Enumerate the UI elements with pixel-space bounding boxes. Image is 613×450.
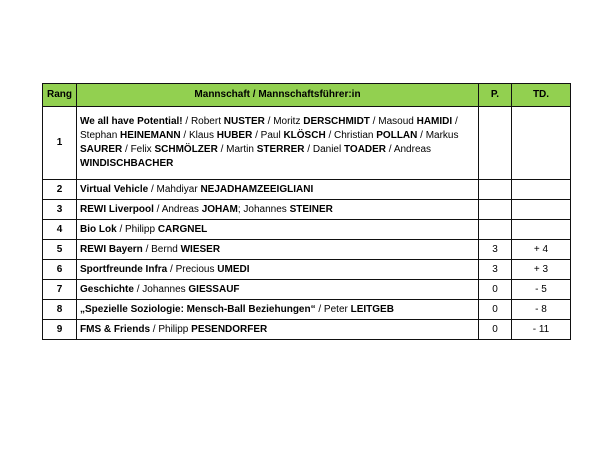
- points-cell: 0: [479, 280, 512, 300]
- team-name-bold: REWI Liverpool: [80, 203, 154, 215]
- points-cell: [479, 220, 512, 240]
- team-name-text: / Moritz: [264, 116, 304, 127]
- team-name-text: / Andreas: [386, 144, 432, 155]
- team-name-text: / Bernd: [142, 243, 181, 255]
- diff-cell: - 11: [512, 320, 571, 340]
- team-cell: [77, 107, 479, 180]
- team-name-bold: HUBER: [216, 130, 253, 141]
- team-cell: [77, 300, 479, 320]
- team-cell: [77, 260, 479, 280]
- diff-cell: - 8: [512, 300, 571, 320]
- rank-cell: 5: [43, 240, 77, 260]
- diff-cell: + 4: [512, 240, 571, 260]
- rank-cell: 2: [43, 180, 77, 200]
- team-name-text: / Paul: [252, 130, 284, 141]
- table-row: [43, 107, 571, 180]
- team-cell: [77, 200, 479, 220]
- team-name-text: / Mahdiyar: [148, 183, 201, 195]
- rank-cell: 1: [43, 107, 77, 180]
- team-name-text: / Philipp: [150, 323, 192, 335]
- rank-cell: 3: [43, 200, 77, 220]
- team-name-text: / Masoud: [369, 116, 417, 127]
- team-name-text: / Peter: [315, 303, 351, 315]
- rank-cell: 7: [43, 280, 77, 300]
- header-diff: TD.: [512, 84, 571, 107]
- team-name-text: / Daniel: [304, 144, 344, 155]
- team-cell: [77, 320, 479, 340]
- table-row: [43, 260, 571, 280]
- points-cell: 3: [479, 240, 512, 260]
- team-cell: [77, 240, 479, 260]
- team-name-bold: HEINEMANN: [120, 130, 181, 141]
- team-name-text: / Klaus: [180, 130, 217, 141]
- table-row: [43, 220, 571, 240]
- points-cell: [479, 107, 512, 180]
- team-name-bold: PESENDORFER: [191, 323, 268, 335]
- points-cell: [479, 200, 512, 220]
- diff-cell: - 5: [512, 280, 571, 300]
- points-cell: 0: [479, 300, 512, 320]
- team-name-text: / Robert: [182, 116, 224, 127]
- team-name-text: / Stephan: [80, 116, 458, 141]
- team-cell: [77, 280, 479, 300]
- team-name-bold: STEINER: [289, 203, 333, 215]
- team-name-bold: Sportfreunde Infra: [80, 263, 168, 275]
- rank-cell: 6: [43, 260, 77, 280]
- table-row: [43, 240, 571, 260]
- standings-table: [42, 83, 571, 340]
- header-row: [43, 84, 571, 107]
- team-name-bold: NEJADHAMZEEIGLIANI: [200, 183, 314, 195]
- table-row: [43, 300, 571, 320]
- team-name-bold: STERRER: [256, 144, 305, 155]
- header-team: Mannschaft / Mannschaftsführer:in: [77, 84, 479, 107]
- team-name-bold: WINDISCHBACHER: [80, 158, 174, 169]
- team-name-bold: FMS & Friends: [80, 323, 151, 335]
- team-name-bold: Virtual Vehicle: [80, 183, 149, 195]
- team-name-text: / Felix: [122, 144, 155, 155]
- team-name-bold: We all have Potential!: [80, 116, 183, 127]
- header-rank: Rang: [43, 84, 77, 107]
- team-name-bold: POLLAN: [376, 130, 418, 141]
- team-name-bold: JOHAM: [201, 203, 238, 215]
- team-name-bold: CARGNEL: [157, 223, 208, 235]
- points-cell: 3: [479, 260, 512, 280]
- team-name-bold: NUSTER: [223, 116, 265, 127]
- diff-cell: [512, 107, 571, 180]
- team-name-text: / Philipp: [116, 223, 158, 235]
- team-name-text: / Martin: [217, 144, 257, 155]
- team-name-bold: SCHMÖLZER: [154, 144, 218, 155]
- team-name-text: / Precious: [167, 263, 218, 275]
- team-name-text: / Andreas: [153, 203, 202, 215]
- table-row: [43, 320, 571, 340]
- team-name-text: / Markus: [417, 130, 459, 141]
- team-name-text: ; Johannes: [237, 203, 290, 215]
- team-name-bold: UMEDI: [217, 263, 250, 275]
- header-points: P.: [479, 84, 512, 107]
- diff-cell: + 3: [512, 260, 571, 280]
- team-cell: [77, 180, 479, 200]
- team-name-bold: SAURER: [80, 144, 123, 155]
- team-name-bold: KLÖSCH: [283, 130, 326, 141]
- team-cell: [77, 220, 479, 240]
- team-name-bold: „Spezielle Soziologie: Mensch-Ball Beziehungen“: [80, 303, 316, 315]
- team-name-bold: TOADER: [343, 144, 387, 155]
- points-cell: 0: [479, 320, 512, 340]
- team-name-bold: Bio Lok: [80, 223, 117, 235]
- team-name-bold: REWI Bayern: [80, 243, 143, 255]
- rank-cell: 4: [43, 220, 77, 240]
- table-row: [43, 280, 571, 300]
- team-name-bold: HAMIDI: [416, 116, 453, 127]
- team-name-text: / Johannes: [133, 283, 189, 295]
- team-name-bold: DERSCHMIDT: [303, 116, 370, 127]
- team-name-bold: LEITGEB: [350, 303, 394, 315]
- rank-cell: 9: [43, 320, 77, 340]
- table-body: [43, 107, 571, 340]
- table-row: [43, 180, 571, 200]
- diff-cell: [512, 200, 571, 220]
- team-name-text: / Christian: [325, 130, 377, 141]
- team-name-bold: GIESSAUF: [188, 283, 240, 295]
- table-row: [43, 200, 571, 220]
- points-cell: [479, 180, 512, 200]
- diff-cell: [512, 180, 571, 200]
- rank-cell: 8: [43, 300, 77, 320]
- team-name-bold: Geschichte: [80, 283, 134, 295]
- team-name-bold: WIESER: [180, 243, 221, 255]
- diff-cell: [512, 220, 571, 240]
